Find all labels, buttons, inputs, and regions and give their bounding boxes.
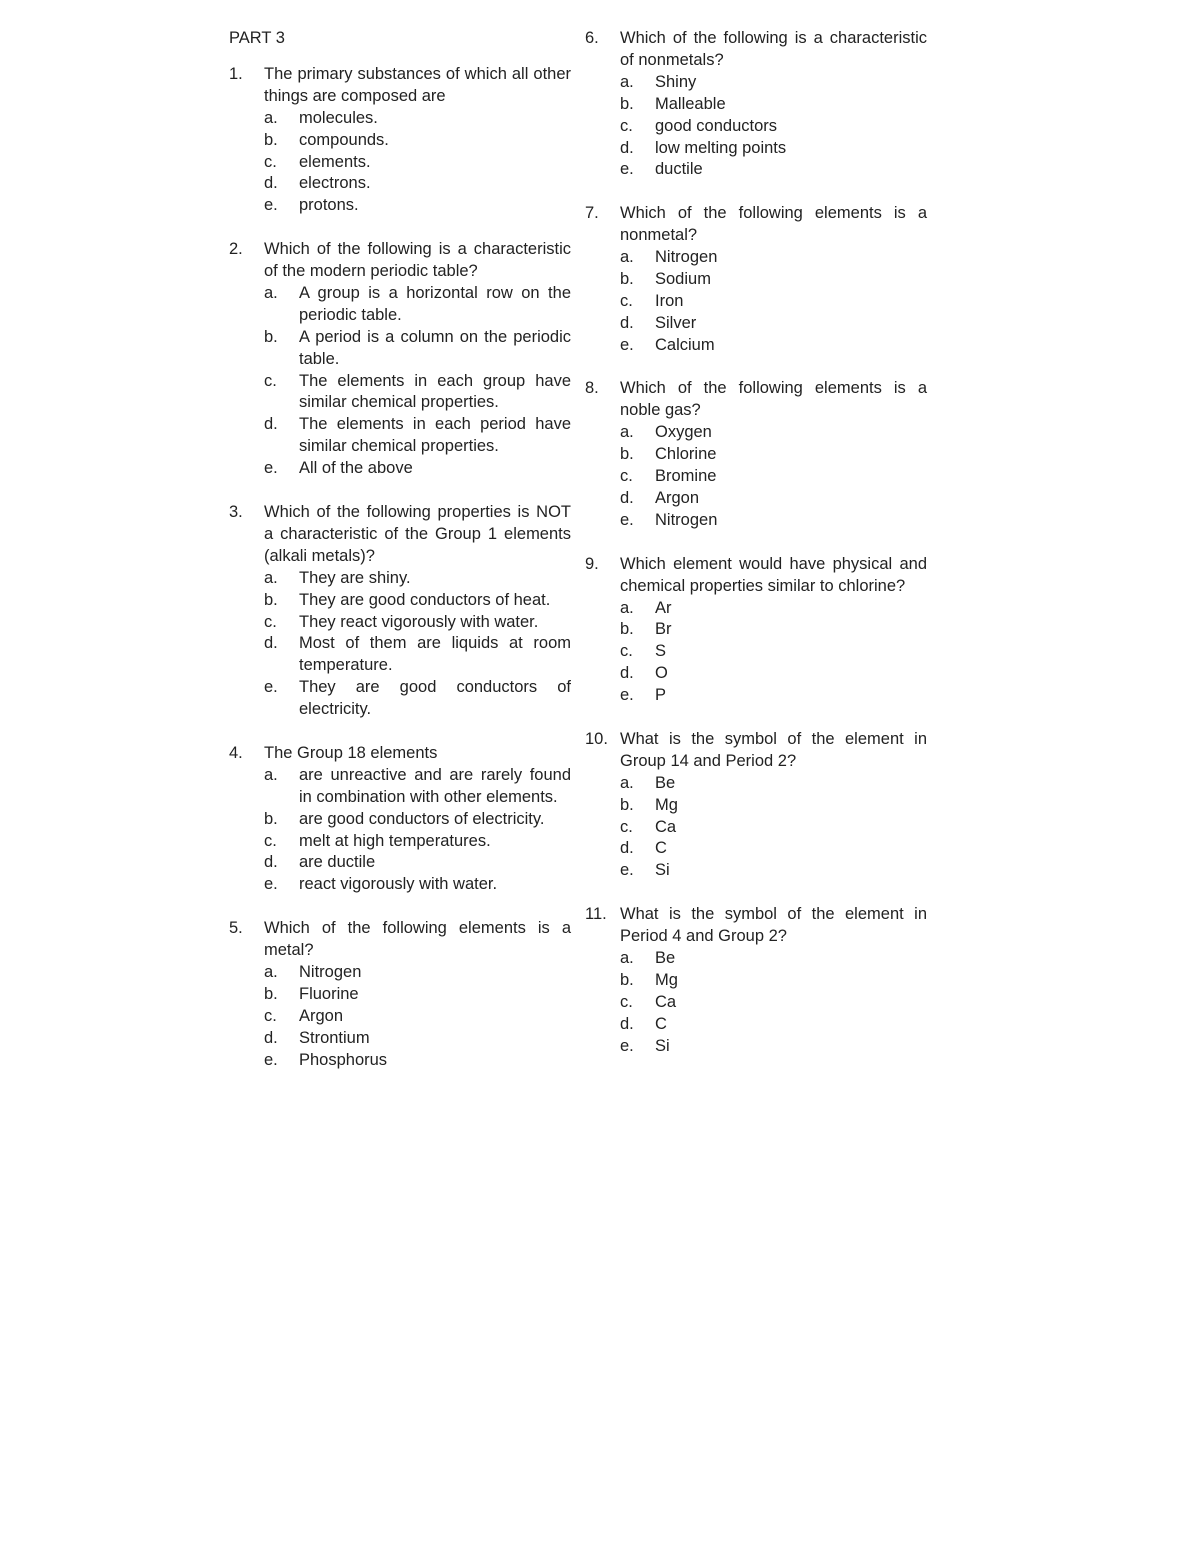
answer-option (264, 283, 571, 327)
question-7 (585, 203, 927, 356)
option-text: C (655, 839, 667, 858)
option-text: Shiny (655, 72, 697, 91)
option-text: are good conductors of electricity. (299, 809, 545, 828)
question-number: 5. (229, 919, 243, 938)
option-text: S (655, 642, 667, 661)
answer-option (264, 327, 571, 371)
answer-option (264, 874, 571, 896)
option-text: O (655, 664, 668, 683)
option-text: elements. (299, 152, 371, 171)
option-letter: e. (620, 1036, 634, 1055)
option-text: ductile (655, 160, 703, 179)
option-letter: a. (620, 773, 634, 792)
option-text: Ca (655, 817, 677, 836)
option-letter: a. (620, 72, 634, 91)
option-letter: a. (264, 568, 278, 587)
answer-option (620, 817, 927, 839)
option-text: Iron (655, 291, 684, 310)
answer-option (620, 159, 927, 181)
option-letter: a. (264, 283, 278, 302)
question-number: 6. (585, 29, 599, 47)
option-letter: b. (264, 984, 278, 1003)
option-letter: c. (620, 642, 633, 661)
question-4 (229, 743, 571, 896)
left-column (229, 28, 571, 1093)
option-letter: c. (264, 371, 277, 390)
answer-option (620, 619, 927, 641)
option-letter: e. (620, 160, 634, 179)
answer-options (620, 422, 927, 532)
option-text: Ca (655, 992, 677, 1011)
answer-option (264, 568, 571, 590)
right-column (585, 28, 927, 1079)
option-text: C (655, 1014, 667, 1033)
option-letter: e. (620, 686, 634, 705)
option-letter: e. (264, 196, 278, 215)
option-text: Nitrogen (655, 248, 718, 267)
question-number: 4. (229, 743, 243, 762)
option-letter: b. (264, 327, 278, 346)
option-letter: b. (620, 445, 634, 464)
option-letter: e. (264, 1050, 278, 1069)
answer-options (620, 948, 927, 1058)
option-text: Chlorine (655, 445, 717, 464)
option-letter: c. (264, 1006, 277, 1025)
option-letter: b. (620, 94, 634, 113)
answer-option (620, 641, 927, 663)
question-text: Which of the following elements is a nonmetal? (620, 204, 927, 245)
answer-option (620, 488, 927, 510)
answer-option (620, 510, 927, 532)
question-number: 3. (229, 502, 243, 521)
answer-option (620, 269, 927, 291)
answer-options (620, 773, 927, 883)
option-letter: a. (264, 108, 278, 127)
question-text: What is the symbol of the element in Period 4 and Group 2? (620, 905, 927, 946)
answer-option (264, 633, 571, 677)
answer-option (620, 838, 927, 860)
answer-options (264, 765, 571, 896)
option-letter: a. (620, 423, 634, 442)
answer-options (264, 568, 571, 721)
answer-options (620, 598, 927, 708)
option-text: melt at high temperatures. (299, 831, 491, 850)
option-letter: b. (620, 620, 634, 639)
question-text: Which of the following is a characteristic of nonmetals? (620, 29, 927, 69)
option-letter: c. (264, 831, 277, 850)
option-text: Si (655, 1036, 670, 1055)
option-text: low melting points (655, 138, 787, 157)
answer-option (620, 860, 927, 882)
question-number: 2. (229, 240, 243, 259)
answer-options (620, 247, 927, 357)
option-letter: b. (620, 795, 634, 814)
option-text: They are good conductors of electricity. (299, 678, 571, 719)
answer-option (620, 335, 927, 357)
option-text: They are good conductors of heat. (299, 590, 551, 609)
answer-option (620, 94, 927, 116)
question-5 (229, 918, 571, 1071)
option-letter: d. (620, 839, 634, 858)
option-letter: b. (620, 269, 634, 288)
question-text: Which of the following elements is a metal? (264, 919, 571, 960)
question-3 (229, 502, 571, 721)
question-text: What is the symbol of the element in Group 14 and Period 2? (620, 729, 927, 770)
answer-option (620, 72, 927, 94)
option-letter: a. (620, 948, 634, 967)
question-2 (229, 239, 571, 480)
answer-option (620, 773, 927, 795)
answer-option (264, 173, 571, 195)
question-6 (585, 28, 927, 181)
option-letter: a. (620, 248, 634, 267)
option-letter: b. (264, 130, 278, 149)
question-number: 1. (229, 64, 243, 83)
option-letter: d. (620, 313, 634, 332)
option-text: Be (655, 948, 676, 967)
answer-options (620, 72, 927, 182)
answer-option (264, 677, 571, 721)
option-letter: a. (264, 765, 278, 784)
option-letter: c. (620, 467, 633, 486)
answer-option (620, 138, 927, 160)
option-text: good conductors (655, 116, 778, 135)
answer-option (264, 458, 571, 480)
answer-option (264, 130, 571, 152)
option-letter: d. (620, 664, 634, 683)
option-letter: e. (620, 510, 634, 529)
answer-option (264, 1028, 571, 1050)
option-text: Si (655, 861, 670, 880)
answer-option (264, 765, 571, 809)
answer-option (620, 116, 927, 138)
answer-option (264, 590, 571, 612)
answer-option (264, 414, 571, 458)
option-letter: d. (620, 489, 634, 507)
left-question-list (229, 64, 571, 1072)
answer-option (620, 291, 927, 313)
answer-option (264, 809, 571, 831)
option-text: Br (655, 620, 672, 639)
answer-option (264, 984, 571, 1006)
answer-option (264, 831, 571, 853)
answer-option (264, 371, 571, 415)
option-text: molecules. (299, 108, 378, 127)
option-letter: c. (620, 116, 633, 135)
option-letter: e. (264, 459, 278, 478)
option-text: are unreactive and are rarely found in combination with other elements. (299, 765, 571, 806)
question-9 (585, 554, 927, 707)
option-letter: e. (620, 861, 634, 880)
option-letter: e. (620, 335, 634, 354)
option-text: Most of them are liquids at room temperature. (299, 634, 571, 675)
answer-option (620, 970, 927, 992)
answer-option (264, 1050, 571, 1072)
answer-option (620, 1014, 927, 1036)
option-letter: a. (620, 598, 634, 617)
option-letter: d. (264, 415, 278, 434)
option-text: They are shiny. (299, 568, 411, 587)
answer-option (620, 1036, 927, 1058)
option-letter: b. (264, 809, 278, 828)
answer-option (620, 466, 927, 488)
answer-option (620, 685, 927, 707)
option-letter: c. (264, 152, 277, 171)
answer-option (620, 663, 927, 685)
option-text: Oxygen (655, 423, 712, 442)
option-letter: c. (620, 992, 633, 1011)
option-letter: c. (620, 291, 633, 310)
option-text: Mg (655, 970, 678, 989)
option-letter: d. (264, 174, 278, 193)
option-text: They react vigorously with water. (299, 612, 539, 631)
answer-option (620, 598, 927, 620)
option-letter: c. (620, 817, 633, 836)
answer-option (620, 948, 927, 970)
question-number: 10. (585, 729, 608, 748)
part-title: PART 3 (229, 29, 285, 47)
question-11 (585, 904, 927, 1057)
option-text: Ar (655, 598, 672, 617)
answer-options (264, 108, 571, 218)
question-text: The primary substances of which all other things are composed are (264, 64, 571, 105)
option-text: Calcium (655, 335, 715, 354)
option-letter: d. (264, 1028, 278, 1047)
question-8 (585, 378, 927, 531)
answer-option (264, 152, 571, 174)
option-text: A period is a column on the periodic table. (299, 327, 571, 368)
option-text: Nitrogen (299, 962, 362, 981)
option-text: The elements in each period have similar chemical properties. (299, 415, 571, 456)
question-text: The Group 18 elements (264, 743, 438, 762)
answer-option (264, 962, 571, 984)
answer-option (264, 195, 571, 217)
option-text: Phosphorus (299, 1050, 388, 1069)
question-number: 9. (585, 554, 599, 573)
option-letter: b. (264, 590, 278, 609)
option-text: Mg (655, 795, 678, 814)
question-number: 8. (585, 379, 599, 398)
option-text: P (655, 686, 667, 705)
answer-option (620, 992, 927, 1014)
option-text: Argon (299, 1006, 344, 1025)
question-number: 7. (585, 204, 599, 223)
question-1 (229, 64, 571, 217)
option-text: The elements in each group have similar chemical properties. (299, 371, 571, 412)
answer-option (264, 108, 571, 130)
answer-option (264, 1006, 571, 1028)
question-text: Which of the following elements is a noble gas? (620, 379, 927, 420)
option-text: compounds. (299, 130, 389, 149)
answer-option (620, 795, 927, 817)
answer-options (264, 962, 571, 1072)
option-text: Argon (655, 489, 700, 507)
option-text: All of the above (299, 459, 413, 478)
answer-option (620, 422, 927, 444)
option-text: are ductile (299, 853, 376, 872)
option-letter: a. (264, 962, 278, 981)
question-text: Which of the following is a characteristic of the modern periodic table? (264, 240, 571, 281)
option-letter: c. (264, 612, 277, 631)
option-text: Sodium (655, 269, 711, 288)
question-text: Which element would have physical and chemical properties similar to chlorine? (620, 554, 927, 595)
option-text: Bromine (655, 467, 717, 486)
question-number: 11. (585, 905, 607, 924)
option-letter: e. (264, 875, 278, 894)
option-letter: b. (620, 970, 634, 989)
option-letter: d. (264, 853, 278, 872)
option-letter: e. (264, 678, 278, 697)
option-text: Fluorine (299, 984, 359, 1003)
option-text: Silver (655, 313, 697, 332)
right-question-list (585, 28, 927, 1058)
answer-option (620, 444, 927, 466)
question-text: Which of the following properties is NOT a characteristic of the Group 1 elements (alkali metals)? (264, 502, 571, 565)
option-text: react vigorously with water. (299, 875, 498, 894)
option-text: A group is a horizontal row on the periodic table. (299, 283, 571, 324)
option-text: Malleable (655, 94, 726, 113)
answer-option (264, 852, 571, 874)
option-text: Be (655, 773, 676, 792)
answer-option (264, 612, 571, 634)
option-letter: d. (264, 634, 278, 653)
question-10 (585, 729, 927, 882)
option-letter: d. (620, 138, 634, 157)
option-text: Strontium (299, 1028, 370, 1047)
option-text: electrons. (299, 174, 371, 193)
option-text: protons. (299, 196, 359, 215)
answer-option (620, 313, 927, 335)
answer-options (264, 283, 571, 480)
answer-option (620, 247, 927, 269)
option-text: Nitrogen (655, 510, 718, 529)
option-letter: d. (620, 1014, 634, 1033)
